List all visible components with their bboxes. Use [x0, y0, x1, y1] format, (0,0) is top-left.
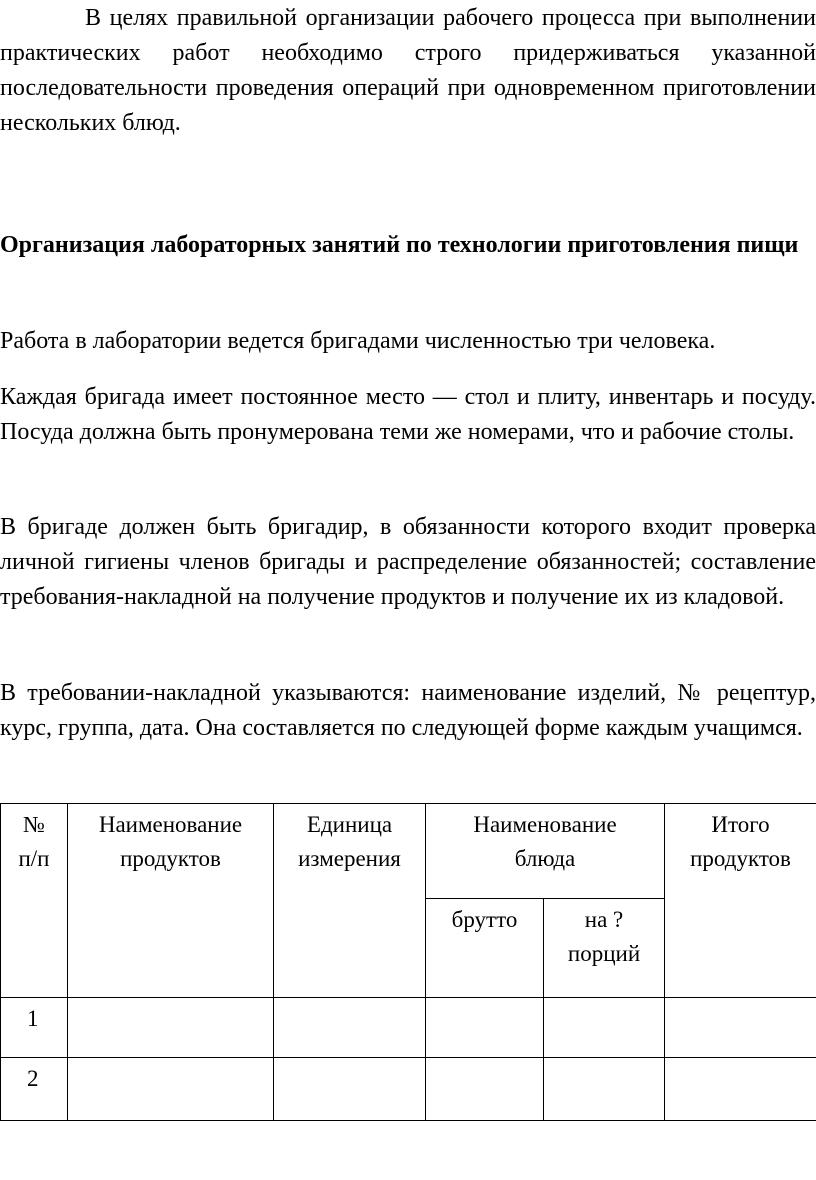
- header-dish-line1: Наименование: [473, 812, 617, 837]
- header-portions-line2: порций: [567, 941, 641, 966]
- row-cell: [544, 1058, 665, 1121]
- header-total-line2: продуктов: [690, 846, 791, 871]
- row-cell: [544, 998, 665, 1058]
- header-gross-label: брутто: [451, 907, 518, 932]
- table-row: [1, 1058, 816, 1121]
- table-row: [1, 998, 816, 1058]
- paragraph-requisition: В требовании-накладной указываются: наименование изделий, № рецептур, курс, группа, дата. Она составляется по следующей форме каждым учащимся.: [0, 680, 816, 741]
- row-cell: [426, 1058, 544, 1121]
- header-unit: [274, 804, 426, 998]
- table-header-row: [1, 804, 816, 899]
- header-gross: [426, 899, 544, 998]
- row-cell: [68, 1058, 274, 1121]
- header-unit-line1: Единица: [306, 812, 393, 837]
- row-number: 2: [1, 1058, 68, 1121]
- intro-paragraph: В целях правильной организации рабочего процесса при выполнении практических работ необходимо строго придерживаться указанной последовательности проведения операций при одновременном приготовлении нескольких блюд.: [0, 5, 816, 136]
- paragraph-brigades: Работа в лаборатории ведется бригадами численностью три человека.: [0, 328, 716, 354]
- header-number: [1, 804, 68, 998]
- header-product-line1: Наименование: [98, 812, 243, 837]
- header-total: [665, 804, 816, 998]
- row-cell: [68, 998, 274, 1058]
- header-dish-name: [426, 804, 665, 899]
- header-number-line2: п/п: [18, 846, 50, 871]
- header-portions: [544, 899, 665, 998]
- requisition-form-table: [0, 803, 816, 1121]
- paragraph-workplace: Каждая бригада имеет постоянное место — стол и плиту, инвентарь и посуду. Посуда должна быть пронумерована теми же номерами, что и рабочие столы.: [0, 384, 816, 445]
- header-product-line2: продуктов: [120, 846, 221, 871]
- header-portions-line1: на ?: [584, 907, 624, 932]
- row-cell: [274, 998, 426, 1058]
- paragraph-foreman: В бригаде должен быть бригадир, в обязанности которого входит проверка личной гигиены членов бригады и распределение обязанностей; составление требования-накладной на получение продуктов и получение их из кладовой.: [0, 514, 816, 610]
- row-cell: [665, 998, 816, 1058]
- header-total-line1: Итого: [711, 812, 770, 837]
- row-number: 1: [1, 998, 68, 1058]
- row-cell: [274, 1058, 426, 1121]
- header-product-name: [68, 804, 274, 998]
- header-number-line1: №: [23, 812, 45, 837]
- header-dish-line2: блюда: [514, 846, 576, 871]
- header-unit-line2: измерения: [298, 846, 401, 871]
- row-cell: [665, 1058, 816, 1121]
- section-heading: Организация лабораторных занятий по технологии приготовления пищи: [0, 232, 799, 258]
- row-cell: [426, 998, 544, 1058]
